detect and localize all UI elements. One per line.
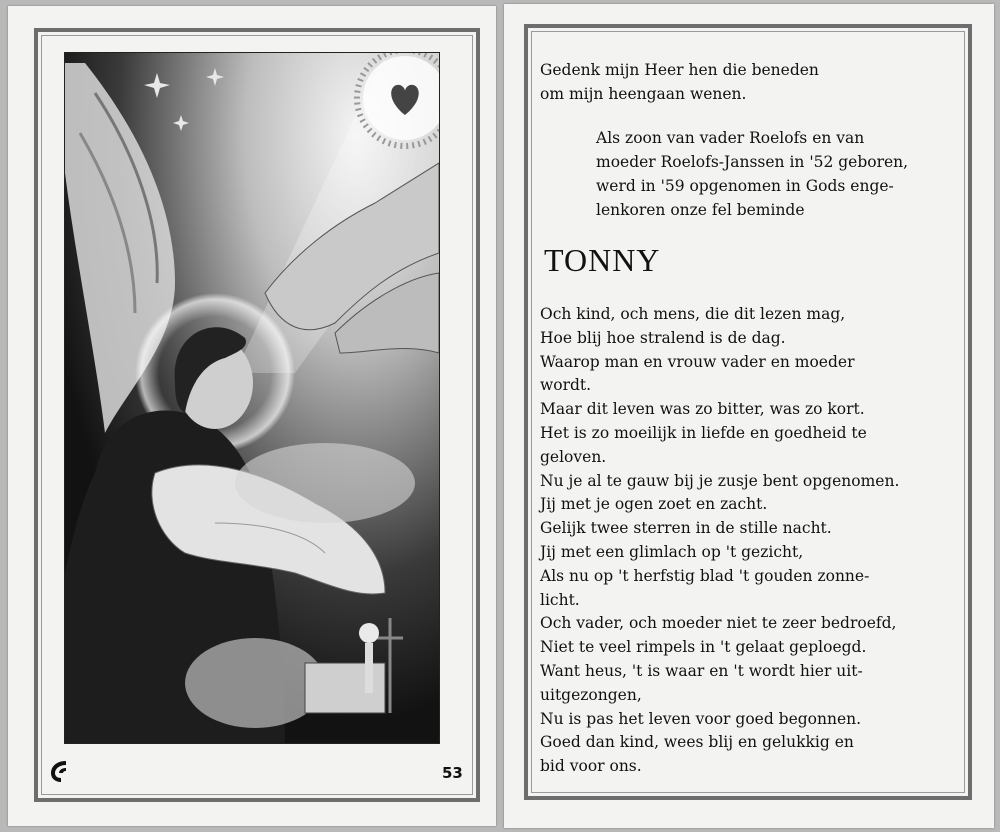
memorial-card-back [504, 4, 994, 828]
poem-line: Gelijk twee sterren in de stille nacht. [540, 519, 832, 538]
poem-line: licht. [540, 590, 580, 609]
poem-line: Och kind, och mens, die dit lezen mag, [540, 305, 846, 323]
poem-line: Goed dan kind, wees blij en gelukkig en [540, 733, 854, 752]
text-line: Gedenk mijn Heer hen die beneden [540, 61, 819, 79]
angel-with-child-illustration [64, 52, 440, 744]
opening-verse [540, 60, 960, 108]
text-line: om mijn heengaan wenen. [540, 85, 747, 103]
publisher-logo-icon [48, 758, 70, 784]
text-line: lenkoren onze fel beminde [596, 201, 805, 219]
poem-line: wordt. [540, 376, 592, 395]
poem-line: Jij met een glimlach op 't gezicht, [540, 542, 804, 561]
poem-line: Hoe blij hoe stralend is de dag. [540, 328, 786, 347]
poem-line: Waarop man en vrouw vader en moeder [540, 352, 855, 371]
memorial-card-front [8, 6, 496, 826]
poem-line: Nu je al te gauw bij je zusje bent opgenomen. [540, 471, 900, 490]
poem-line: Maar dit leven was zo bitter, was zo kort. [540, 400, 865, 419]
poem-line: Jij met je ogen zoet en zacht. [540, 495, 768, 514]
poem-line: Niet te veel rimpels in 't gelaat geploegd. [540, 638, 867, 657]
deceased-name: TONNY [544, 242, 661, 278]
poem-line: bid voor ons. [540, 757, 642, 776]
text-line: moeder Roelofs-Janssen in '52 geboren, [596, 153, 909, 171]
poem-line: Nu is pas het leven voor goed begonnen. [540, 709, 862, 728]
card-number: 53 [442, 764, 463, 782]
poem-line: uitgezongen, [540, 685, 642, 704]
poem-line: Het is zo moeilijk in liefde en goedheid te [540, 423, 867, 442]
text-line: Als zoon van vader Roelofs en van [596, 129, 865, 147]
memorial-poem [540, 304, 960, 780]
poem-line: Want heus, 't is waar en 't wordt hier uit- [540, 661, 863, 680]
poem-line: geloven. [540, 447, 607, 466]
poem-line: Als nu op 't herfstig blad 't gouden zonne- [540, 566, 870, 585]
text-line: werd in '59 opgenomen in Gods enge- [596, 177, 894, 195]
biographical-text [596, 128, 956, 224]
poem-line: Och vader, och moeder niet te zeer bedroefd, [540, 614, 897, 633]
